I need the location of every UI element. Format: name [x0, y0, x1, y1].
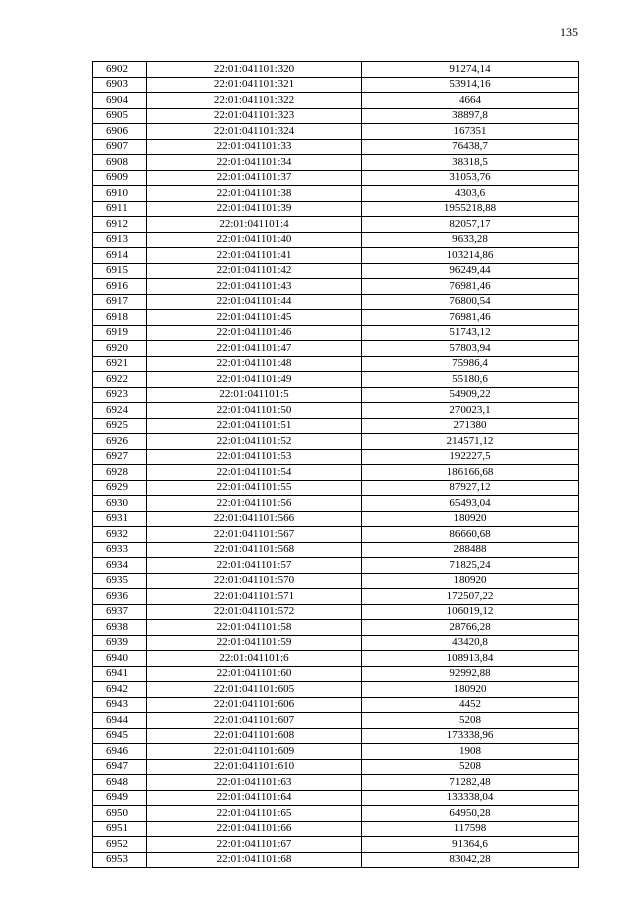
row-number-cell: 6904: [93, 93, 147, 109]
cadastral-number-cell: 22:01:041101:40: [147, 232, 362, 248]
table-row: [93, 170, 579, 186]
table-row: [93, 589, 579, 605]
value-cell: 28766,28: [362, 620, 579, 636]
row-number-cell: 6936: [93, 589, 147, 605]
table-row: [93, 759, 579, 775]
table-row: [93, 666, 579, 682]
table-row: [93, 139, 579, 155]
cadastral-number-cell: 22:01:041101:605: [147, 682, 362, 698]
table-row: [93, 232, 579, 248]
row-number-cell: 6951: [93, 821, 147, 837]
table-row: [93, 263, 579, 279]
value-cell: 9633,28: [362, 232, 579, 248]
row-number-cell: 6928: [93, 465, 147, 481]
value-cell: 180920: [362, 511, 579, 527]
value-cell: 133338,04: [362, 790, 579, 806]
cadastral-number-cell: 22:01:041101:606: [147, 697, 362, 713]
table-row: [93, 604, 579, 620]
value-cell: 92992,88: [362, 666, 579, 682]
table-row: [93, 697, 579, 713]
table-row: [93, 682, 579, 698]
cadastral-number-cell: 22:01:041101:53: [147, 449, 362, 465]
table-row: [93, 465, 579, 481]
cadastral-number-cell: 22:01:041101:66: [147, 821, 362, 837]
row-number-cell: 6910: [93, 186, 147, 202]
value-cell: 108913,84: [362, 651, 579, 667]
value-cell: 43420,8: [362, 635, 579, 651]
row-number-cell: 6902: [93, 62, 147, 78]
row-number-cell: 6940: [93, 651, 147, 667]
table-row: [93, 279, 579, 295]
table-row: [93, 558, 579, 574]
cadastral-number-cell: 22:01:041101:51: [147, 418, 362, 434]
row-number-cell: 6925: [93, 418, 147, 434]
cadastral-number-cell: 22:01:041101:607: [147, 713, 362, 729]
cadastral-value-table: [92, 61, 579, 868]
row-number-cell: 6930: [93, 496, 147, 512]
value-cell: 53914,16: [362, 77, 579, 93]
cadastral-number-cell: 22:01:041101:59: [147, 635, 362, 651]
table-row: [93, 387, 579, 403]
row-number-cell: 6917: [93, 294, 147, 310]
table-row: [93, 790, 579, 806]
value-cell: 76438,7: [362, 139, 579, 155]
value-cell: 96249,44: [362, 263, 579, 279]
row-number-cell: 6945: [93, 728, 147, 744]
value-cell: 65493,04: [362, 496, 579, 512]
table-row: [93, 542, 579, 558]
table-row: [93, 713, 579, 729]
table-row: [93, 527, 579, 543]
cadastral-number-cell: 22:01:041101:50: [147, 403, 362, 419]
table-row: [93, 728, 579, 744]
cadastral-number-cell: 22:01:041101:48: [147, 356, 362, 372]
row-number-cell: 6908: [93, 155, 147, 171]
table-row: [93, 449, 579, 465]
cadastral-number-cell: 22:01:041101:320: [147, 62, 362, 78]
row-number-cell: 6941: [93, 666, 147, 682]
row-number-cell: 6927: [93, 449, 147, 465]
cadastral-number-cell: 22:01:041101:49: [147, 372, 362, 388]
value-cell: 38318,5: [362, 155, 579, 171]
value-cell: 1955218,88: [362, 201, 579, 217]
table-row: [93, 573, 579, 589]
table-row: [93, 496, 579, 512]
cadastral-number-cell: 22:01:041101:41: [147, 248, 362, 264]
table-row: [93, 341, 579, 357]
cadastral-number-cell: 22:01:041101:57: [147, 558, 362, 574]
row-number-cell: 6924: [93, 403, 147, 419]
value-cell: 4664: [362, 93, 579, 109]
row-number-cell: 6916: [93, 279, 147, 295]
cadastral-number-cell: 22:01:041101:47: [147, 341, 362, 357]
value-cell: 51743,12: [362, 325, 579, 341]
table-row: [93, 77, 579, 93]
cadastral-number-cell: 22:01:041101:570: [147, 573, 362, 589]
row-number-cell: 6913: [93, 232, 147, 248]
row-number-cell: 6946: [93, 744, 147, 760]
cadastral-number-cell: 22:01:041101:37: [147, 170, 362, 186]
cadastral-number-cell: 22:01:041101:46: [147, 325, 362, 341]
cadastral-number-cell: 22:01:041101:45: [147, 310, 362, 326]
cadastral-number-cell: 22:01:041101:610: [147, 759, 362, 775]
value-cell: 71282,48: [362, 775, 579, 791]
value-cell: 271380: [362, 418, 579, 434]
row-number-cell: 6932: [93, 527, 147, 543]
table-row: [93, 186, 579, 202]
cadastral-number-cell: 22:01:041101:56: [147, 496, 362, 512]
row-number-cell: 6911: [93, 201, 147, 217]
table-row: [93, 775, 579, 791]
row-number-cell: 6943: [93, 697, 147, 713]
row-number-cell: 6903: [93, 77, 147, 93]
cadastral-number-cell: 22:01:041101:568: [147, 542, 362, 558]
value-cell: 38897,8: [362, 108, 579, 124]
row-number-cell: 6942: [93, 682, 147, 698]
table-row: [93, 837, 579, 853]
value-cell: 64950,28: [362, 806, 579, 822]
cadastral-number-cell: 22:01:041101:608: [147, 728, 362, 744]
value-cell: 76981,46: [362, 279, 579, 295]
value-cell: 180920: [362, 682, 579, 698]
row-number-cell: 6937: [93, 604, 147, 620]
value-cell: 76981,46: [362, 310, 579, 326]
value-cell: 173338,96: [362, 728, 579, 744]
cadastral-number-cell: 22:01:041101:52: [147, 434, 362, 450]
cadastral-number-cell: 22:01:041101:6: [147, 651, 362, 667]
row-number-cell: 6950: [93, 806, 147, 822]
cadastral-number-cell: 22:01:041101:42: [147, 263, 362, 279]
table-row: [93, 325, 579, 341]
cadastral-number-cell: 22:01:041101:68: [147, 852, 362, 868]
row-number-cell: 6921: [93, 356, 147, 372]
cadastral-number-cell: 22:01:041101:322: [147, 93, 362, 109]
table-row: [93, 418, 579, 434]
table-row: [93, 852, 579, 868]
value-cell: 91274,14: [362, 62, 579, 78]
cadastral-number-cell: 22:01:041101:64: [147, 790, 362, 806]
row-number-cell: 6914: [93, 248, 147, 264]
value-cell: 71825,24: [362, 558, 579, 574]
table-row: [93, 310, 579, 326]
row-number-cell: 6934: [93, 558, 147, 574]
table-row: [93, 744, 579, 760]
value-cell: 103214,86: [362, 248, 579, 264]
value-cell: 57803,94: [362, 341, 579, 357]
cadastral-number-cell: 22:01:041101:44: [147, 294, 362, 310]
table-row: [93, 62, 579, 78]
value-cell: 192227,5: [362, 449, 579, 465]
table-row: [93, 108, 579, 124]
row-number-cell: 6935: [93, 573, 147, 589]
value-cell: 117598: [362, 821, 579, 837]
value-cell: 4452: [362, 697, 579, 713]
table-row: [93, 434, 579, 450]
value-cell: 82057,17: [362, 217, 579, 233]
table-row: [93, 217, 579, 233]
row-number-cell: 6919: [93, 325, 147, 341]
row-number-cell: 6939: [93, 635, 147, 651]
table-row: [93, 635, 579, 651]
row-number-cell: 6947: [93, 759, 147, 775]
table-row: [93, 806, 579, 822]
row-number-cell: 6933: [93, 542, 147, 558]
row-number-cell: 6922: [93, 372, 147, 388]
value-cell: 75986,4: [362, 356, 579, 372]
cadastral-number-cell: 22:01:041101:567: [147, 527, 362, 543]
row-number-cell: 6926: [93, 434, 147, 450]
cadastral-number-cell: 22:01:041101:39: [147, 201, 362, 217]
cadastral-number-cell: 22:01:041101:55: [147, 480, 362, 496]
row-number-cell: 6907: [93, 139, 147, 155]
value-cell: 288488: [362, 542, 579, 558]
table-row: [93, 201, 579, 217]
row-number-cell: 6905: [93, 108, 147, 124]
row-number-cell: 6952: [93, 837, 147, 853]
row-number-cell: 6920: [93, 341, 147, 357]
row-number-cell: 6909: [93, 170, 147, 186]
cadastral-number-cell: 22:01:041101:572: [147, 604, 362, 620]
table-row: [93, 248, 579, 264]
cadastral-number-cell: 22:01:041101:33: [147, 139, 362, 155]
value-cell: 76800,54: [362, 294, 579, 310]
cadastral-number-cell: 22:01:041101:58: [147, 620, 362, 636]
table-row: [93, 124, 579, 140]
value-cell: 106019,12: [362, 604, 579, 620]
table-row: [93, 651, 579, 667]
row-number-cell: 6938: [93, 620, 147, 636]
value-cell: 1908: [362, 744, 579, 760]
value-cell: 86660,68: [362, 527, 579, 543]
cadastral-number-cell: 22:01:041101:65: [147, 806, 362, 822]
cadastral-number-cell: 22:01:041101:34: [147, 155, 362, 171]
table-row: [93, 294, 579, 310]
cadastral-number-cell: 22:01:041101:60: [147, 666, 362, 682]
value-cell: 83042,28: [362, 852, 579, 868]
row-number-cell: 6912: [93, 217, 147, 233]
row-number-cell: 6915: [93, 263, 147, 279]
value-cell: 4303,6: [362, 186, 579, 202]
cadastral-number-cell: 22:01:041101:38: [147, 186, 362, 202]
row-number-cell: 6953: [93, 852, 147, 868]
cadastral-number-cell: 22:01:041101:54: [147, 465, 362, 481]
value-cell: 186166,68: [362, 465, 579, 481]
row-number-cell: 6949: [93, 790, 147, 806]
table-row: [93, 511, 579, 527]
cadastral-number-cell: 22:01:041101:324: [147, 124, 362, 140]
value-cell: 31053,76: [362, 170, 579, 186]
cadastral-number-cell: 22:01:041101:67: [147, 837, 362, 853]
value-cell: 270023,1: [362, 403, 579, 419]
table-row: [93, 620, 579, 636]
value-cell: 172507,22: [362, 589, 579, 605]
table-row: [93, 372, 579, 388]
value-cell: 5208: [362, 759, 579, 775]
row-number-cell: 6929: [93, 480, 147, 496]
value-cell: 87927,12: [362, 480, 579, 496]
cadastral-number-cell: 22:01:041101:5: [147, 387, 362, 403]
table-row: [93, 403, 579, 419]
row-number-cell: 6923: [93, 387, 147, 403]
table-row: [93, 480, 579, 496]
table-row: [93, 93, 579, 109]
cadastral-number-cell: 22:01:041101:323: [147, 108, 362, 124]
row-number-cell: 6944: [93, 713, 147, 729]
table-row: [93, 155, 579, 171]
row-number-cell: 6918: [93, 310, 147, 326]
cadastral-number-cell: 22:01:041101:571: [147, 589, 362, 605]
table-row: [93, 356, 579, 372]
value-cell: 180920: [362, 573, 579, 589]
cadastral-number-cell: 22:01:041101:566: [147, 511, 362, 527]
table-body: [93, 62, 579, 868]
page-number: 135: [560, 25, 578, 39]
value-cell: 167351: [362, 124, 579, 140]
value-cell: 54909,22: [362, 387, 579, 403]
value-cell: 5208: [362, 713, 579, 729]
row-number-cell: 6906: [93, 124, 147, 140]
row-number-cell: 6948: [93, 775, 147, 791]
cadastral-number-cell: 22:01:041101:609: [147, 744, 362, 760]
cadastral-number-cell: 22:01:041101:4: [147, 217, 362, 233]
value-cell: 55180,6: [362, 372, 579, 388]
cadastral-number-cell: 22:01:041101:43: [147, 279, 362, 295]
value-cell: 91364,6: [362, 837, 579, 853]
cadastral-number-cell: 22:01:041101:321: [147, 77, 362, 93]
table-row: [93, 821, 579, 837]
row-number-cell: 6931: [93, 511, 147, 527]
cadastral-number-cell: 22:01:041101:63: [147, 775, 362, 791]
value-cell: 214571,12: [362, 434, 579, 450]
